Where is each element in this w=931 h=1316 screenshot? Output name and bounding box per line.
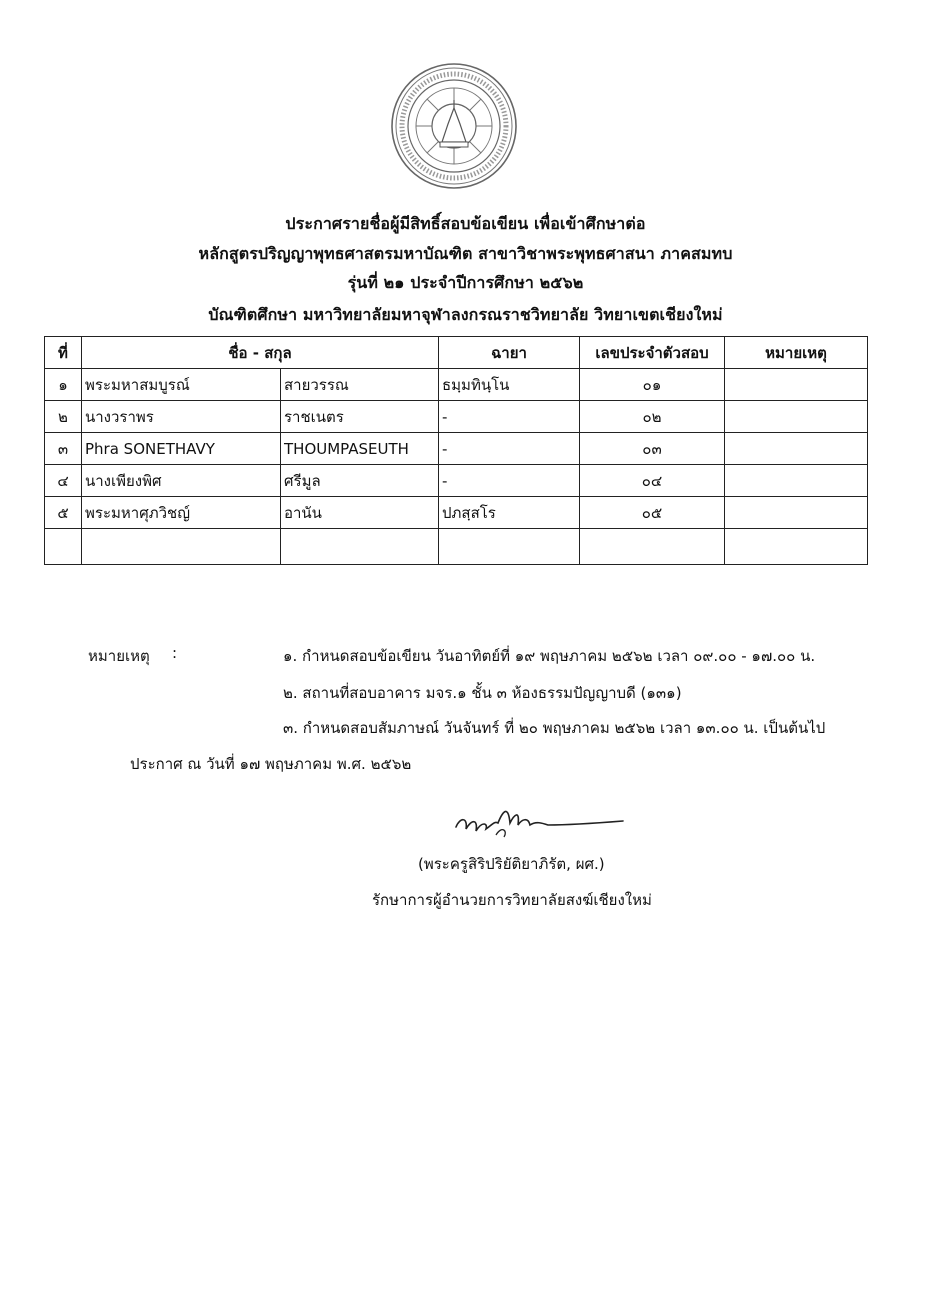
title-line-4: บัณฑิตศึกษา มหาวิทยาลัยมหาจุฬาลงกรณราชวิทยาลัย วิทยาเขตเชียงใหม่: [208, 305, 723, 324]
row-last-name: ศรีมูล: [281, 465, 439, 497]
row-alias: [439, 529, 580, 565]
row-exam-id: ๐๔: [580, 465, 725, 497]
table-row: [45, 497, 868, 529]
row-last-name: ราชเนตร: [281, 401, 439, 433]
row-no: ๒: [45, 401, 82, 433]
row-last-name: สายวรรณ: [281, 369, 439, 401]
row-remark: [725, 529, 868, 565]
row-first-name: พระมหาศุภวิชญ์: [82, 497, 281, 529]
row-alias: -: [439, 401, 580, 433]
title-line-2: หลักสูตรปริญญาพุทธศาสตรมหาบัณฑิต สาขาวิชาพระพุทธศาสนา ภาคสมทบ: [198, 244, 733, 263]
title-line-1: ประกาศรายชื่อผู้มีสิทธิ์สอบข้อเขียน เพื่อเข้าศึกษาต่อ: [285, 214, 646, 233]
row-exam-id: ๐๑: [580, 369, 725, 401]
note-item-2: ๒. สถานที่สอบอาคาร มจร.๑ ชั้น ๓ ห้องธรรมปัญญาบดี (๑๓๑): [283, 684, 682, 702]
note-item-1: ๑. กำหนดสอบข้อเขียน วันอาทิตย์ที่ ๑๙ พฤษภาคม ๒๕๖๒ เวลา ๐๙.๐๐ - ๑๗.๐๐ น.: [283, 647, 816, 665]
table-row: [45, 433, 868, 465]
title-line-3: รุ่นที่ ๒๑ ประจำปีการศึกษา ๒๕๖๒: [347, 273, 584, 292]
table-row-empty: [45, 529, 868, 565]
row-exam-id: ๐๒: [580, 401, 725, 433]
row-exam-id: ๐๕: [580, 497, 725, 529]
row-last-name: อานัน: [281, 497, 439, 529]
announcement-date: ประกาศ ณ วันที่ ๑๗ พฤษภาคม พ.ศ. ๒๕๖๒: [130, 755, 412, 773]
row-no: ๓: [45, 433, 82, 465]
table-header-row: [45, 337, 868, 369]
note-item-3: ๓. กำหนดสอบสัมภาษณ์ วันจันทร์ ที่ ๒๐ พฤษภาคม ๒๕๖๒ เวลา ๑๓.๐๐ น. เป็นต้นไป: [283, 719, 826, 737]
row-remark: [725, 369, 868, 401]
signatory-name: (พระครูสิริปริยัติยาภิรัต, ผศ.): [418, 855, 605, 873]
notes-colon: :: [172, 644, 178, 662]
row-first-name: [82, 529, 281, 565]
row-last-name: THOUMPASEUTH: [281, 433, 439, 465]
row-remark: [725, 433, 868, 465]
table-row: [45, 401, 868, 433]
column-header-alias: ฉายา: [439, 337, 580, 369]
table-row: [45, 369, 868, 401]
handwritten-signature-icon: [448, 795, 628, 845]
column-header-name: ชื่อ - สกุล: [82, 337, 439, 369]
university-seal-icon: [390, 62, 518, 190]
row-first-name: พระมหาสมบูรณ์: [82, 369, 281, 401]
notes-label: หมายเหตุ: [88, 647, 150, 665]
column-header-remark: หมายเหตุ: [725, 337, 868, 369]
row-first-name: นางเพียงพิศ: [82, 465, 281, 497]
row-no: ๔: [45, 465, 82, 497]
row-first-name: Phra SONETHAVY: [82, 433, 281, 465]
row-exam-id: [580, 529, 725, 565]
row-last-name: [281, 529, 439, 565]
row-alias: ปภสฺสโร: [439, 497, 580, 529]
signatory-position: รักษาการผู้อำนวยการวิทยาลัยสงฆ์เชียงใหม่: [372, 891, 652, 909]
row-alias: -: [439, 465, 580, 497]
row-no: ๑: [45, 369, 82, 401]
row-remark: [725, 401, 868, 433]
column-header-exam-id: เลขประจำตัวสอบ: [580, 337, 725, 369]
row-no: ๕: [45, 497, 82, 529]
column-header-no: ที่: [45, 337, 82, 369]
row-alias: -: [439, 433, 580, 465]
candidate-table: [44, 336, 868, 565]
table-row: [45, 465, 868, 497]
row-no: [45, 529, 82, 565]
row-remark: [725, 497, 868, 529]
row-first-name: นางวราพร: [82, 401, 281, 433]
row-alias: ธมฺมทินฺโน: [439, 369, 580, 401]
row-exam-id: ๐๓: [580, 433, 725, 465]
row-remark: [725, 465, 868, 497]
